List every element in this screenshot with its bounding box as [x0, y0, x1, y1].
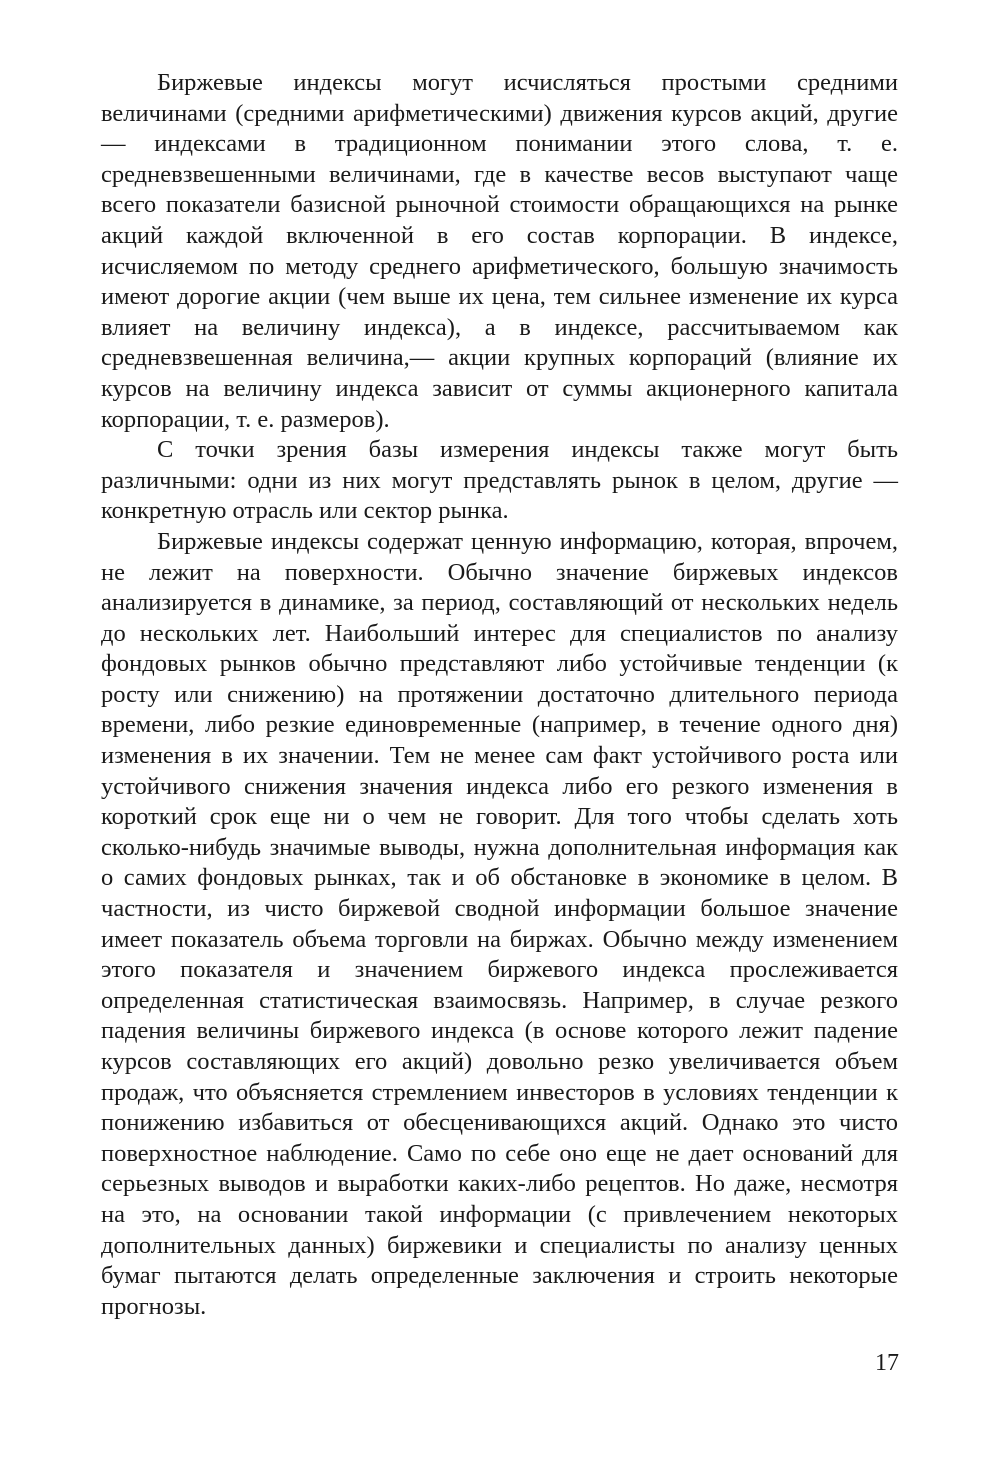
- body-text: [101, 68, 898, 1322]
- page-number: 17: [875, 1350, 899, 1376]
- paragraph-index-calculation: Биржевые индексы могут исчисляться простыми средними величинами (средними арифметическими) движения курсов акций, другие — индексами в традиционном понимании этого слова, т. е. средневзвешенными величинами, где в качестве весов выступают чаще всего показатели базисной рыночной стоимости обращающихся на рынке акций каждой включенной в его состав корпорации. В индексе, исчисляемом по методу среднего арифметического, большую значимость имеют дорогие акции (чем выше их цена, тем сильнее изменение их курса влияет на величину индекса), а в индексе, рассчитываемом как средневзвешенная величина,— акции крупных корпораций (влияние их курсов на величину индекса зависит от суммы акционерного капитала корпорации, т. е. размеров).: [101, 69, 898, 433]
- paragraph-measurement-base: С точки зрения базы измерения индексы также могут быть различными: одни из них могут представлять рынок в целом, другие — конкретную отрасль или сектор рынка.: [101, 436, 898, 525]
- paragraph-index-analysis: Биржевые индексы содержат ценную информацию, которая, впрочем, не лежит на поверхности. Обычно значение биржевых индексов анализируется в динамике, за период, составляющий от нескольких недель до нескольких лет. Наибольший интерес для специалистов по анализу фондовых рынков обычно представляют либо устойчивые тенденции (к росту или снижению) на протяжении достаточно длительного периода времени, либо резкие единовременные (например, в течение одного дня) изменения в их значении. Тем не менее сам факт устойчивого роста или устойчивого снижения значения индекса либо его резкого изменения в короткий срок еще ни о чем не говорит. Для того чтобы сделать хоть сколько-нибудь значимые выводы, нужна дополнительная информация как о самих фондовых рынках, так и об обстановке в экономике в целом. В частности, из чисто биржевой сводной информации большое значение имеет показатель объема торговли на биржах. Обычно между изменением этого показателя и значением биржевого индекса прослеживается определенная статистическая взаимосвязь. Например, в случае резкого падения величины биржевого индекса (в основе которого лежит падение курсов составляющих его акций) довольно резко увеличивается объем продаж, что объясняется стремлением инвесторов в условиях тенденции к понижению избавиться от обесценивающихся акций. Однако это чисто поверхностное наблюдение. Само по себе оно еще не дает оснований для серьезных выводов и выработки каких-либо рецептов. Но даже, несмотря на это, на основании такой информации (с привлечением некоторых дополнительных данных) биржевики и специалисты по анализу ценных бумаг пытаются делать определенные заключения и строить некоторые прогнозы.: [101, 527, 898, 1320]
